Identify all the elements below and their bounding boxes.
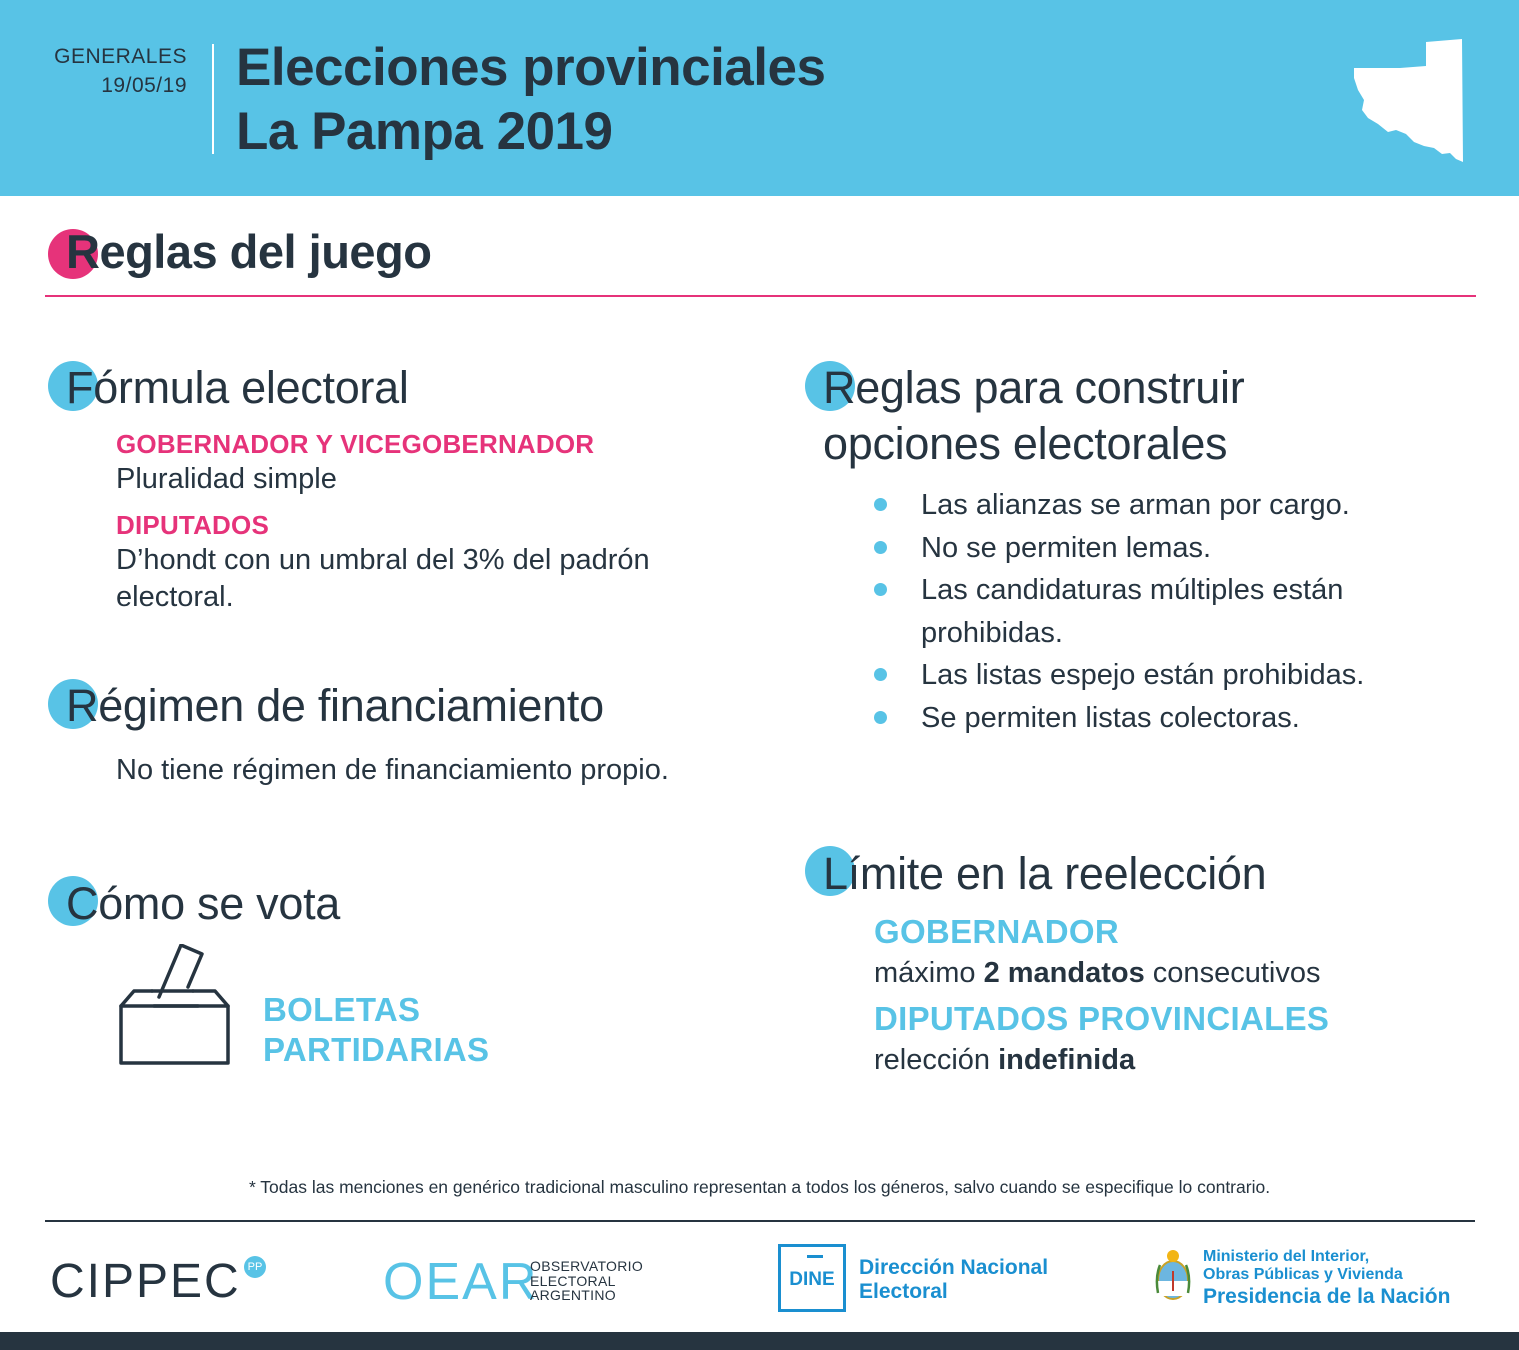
list-item [874,697,1454,740]
la-pampa-map-icon [1350,38,1466,164]
formula-deputies-line2: electoral. [116,581,234,613]
oear-line3: ARGENTINO [530,1287,616,1303]
bullet-text: Las candidaturas múltiples están prohibidas. [921,574,1344,649]
options-title [823,360,1244,472]
heading-rule [45,295,1476,297]
reelection-deputies-bold: indefinida [998,1044,1136,1076]
election-date: 19/05/19 [101,74,187,97]
voting-method-line1: BOLETAS [263,991,421,1028]
oear-logo: OEAR [383,1253,539,1311]
oear-logo-text [530,1259,643,1303]
bullet-text: Las listas espejo están prohibidas. [921,659,1365,691]
reelection-governor-text [874,955,1320,992]
formula-deputies-text [116,542,650,616]
voting-title: Cómo se vota [66,878,341,929]
footer-rule [45,1220,1475,1222]
ministry-line1: Ministerio del Interior, [1203,1248,1370,1265]
formula-deputies-line1: D’hondt con un umbral del 3% del padrón [116,544,650,576]
header-divider [212,44,214,154]
reelection-governor-bold: 2 mandatos [983,957,1145,989]
reelection-governor-post: consecutivos [1144,957,1321,989]
options-title-line2: opciones electorales [823,418,1228,469]
financing-title: Régimen de financiamiento [66,680,604,731]
bottom-band [0,1332,1519,1350]
dine-line2: Electoral [859,1280,948,1303]
dine-line1: Dirección Nacional [859,1256,1049,1279]
ministry-logo-text [1203,1248,1450,1309]
page-title-line2: La Pampa 2019 [236,102,613,161]
voting-method [263,990,489,1070]
list-item [874,484,1454,527]
formula-deputies-label: DIPUTADOS [116,510,269,540]
bullet-icon [874,498,887,511]
reelection-deputies-label: DIPUTADOS PROVINCIALES [874,1000,1330,1037]
oear-line1: OBSERVATORIO [530,1258,644,1274]
page-title-line1: Elecciones provinciales [236,38,826,97]
list-item [874,527,1454,570]
reelection-governor-label: GOBERNADOR [874,913,1120,950]
oear-line2: ELECTORAL [530,1272,616,1289]
dine-abbr: DINE [789,1269,835,1290]
list-item [874,654,1454,697]
bullet-icon [874,583,887,596]
formula-governor-text: Pluralidad simple [116,463,337,495]
ballot-box-icon [118,944,232,1068]
formula-title: Fórmula electoral [66,362,409,413]
reelection-deputies-pre: relección [874,1044,999,1076]
reelection-deputies-text [874,1042,1135,1079]
footnote: * Todas las menciones en genérico tradicional masculino representan a todos los géneros, salvo cuando se especifique lo contrario. [248,1177,1271,1197]
reelection-governor-pre: máximo [874,957,984,989]
voting-method-line2: PARTIDARIAS [263,1031,490,1068]
bullet-icon [874,711,887,724]
options-bullet-list [874,484,1454,739]
dine-logo-icon [778,1244,846,1312]
formula-governor-label: GOBERNADOR Y VICEGOBERNADOR [116,429,595,459]
bullet-icon [874,668,887,681]
ministry-line2: Obras Públicas y Vivienda [1203,1266,1403,1283]
election-info [54,42,187,100]
cippec-logo: CIPPEC [50,1255,241,1308]
bullet-icon [874,541,887,554]
election-type: GENERALES [54,45,187,68]
cippec-mark-icon: PP [244,1256,266,1278]
page-title [236,36,825,164]
financing-text: No tiene régimen de financiamiento propio. [116,754,669,786]
ministry-line3: Presidencia de la Nación [1203,1285,1451,1308]
dine-bar [807,1255,823,1258]
bullet-text: Se permiten listas colectoras. [921,701,1300,734]
list-item [874,569,1454,654]
reelection-title: Límite en la reelección [823,848,1267,899]
national-shield-icon [1154,1247,1192,1307]
dine-logo-text [859,1256,1048,1304]
main-heading: Reglas del juego [66,225,432,278]
header-band [0,0,1519,196]
bullet-text: Las alianzas se arman por cargo. [921,489,1350,521]
bullet-text: No se permiten lemas. [921,531,1212,564]
options-title-line1: Reglas para construir [823,362,1245,413]
